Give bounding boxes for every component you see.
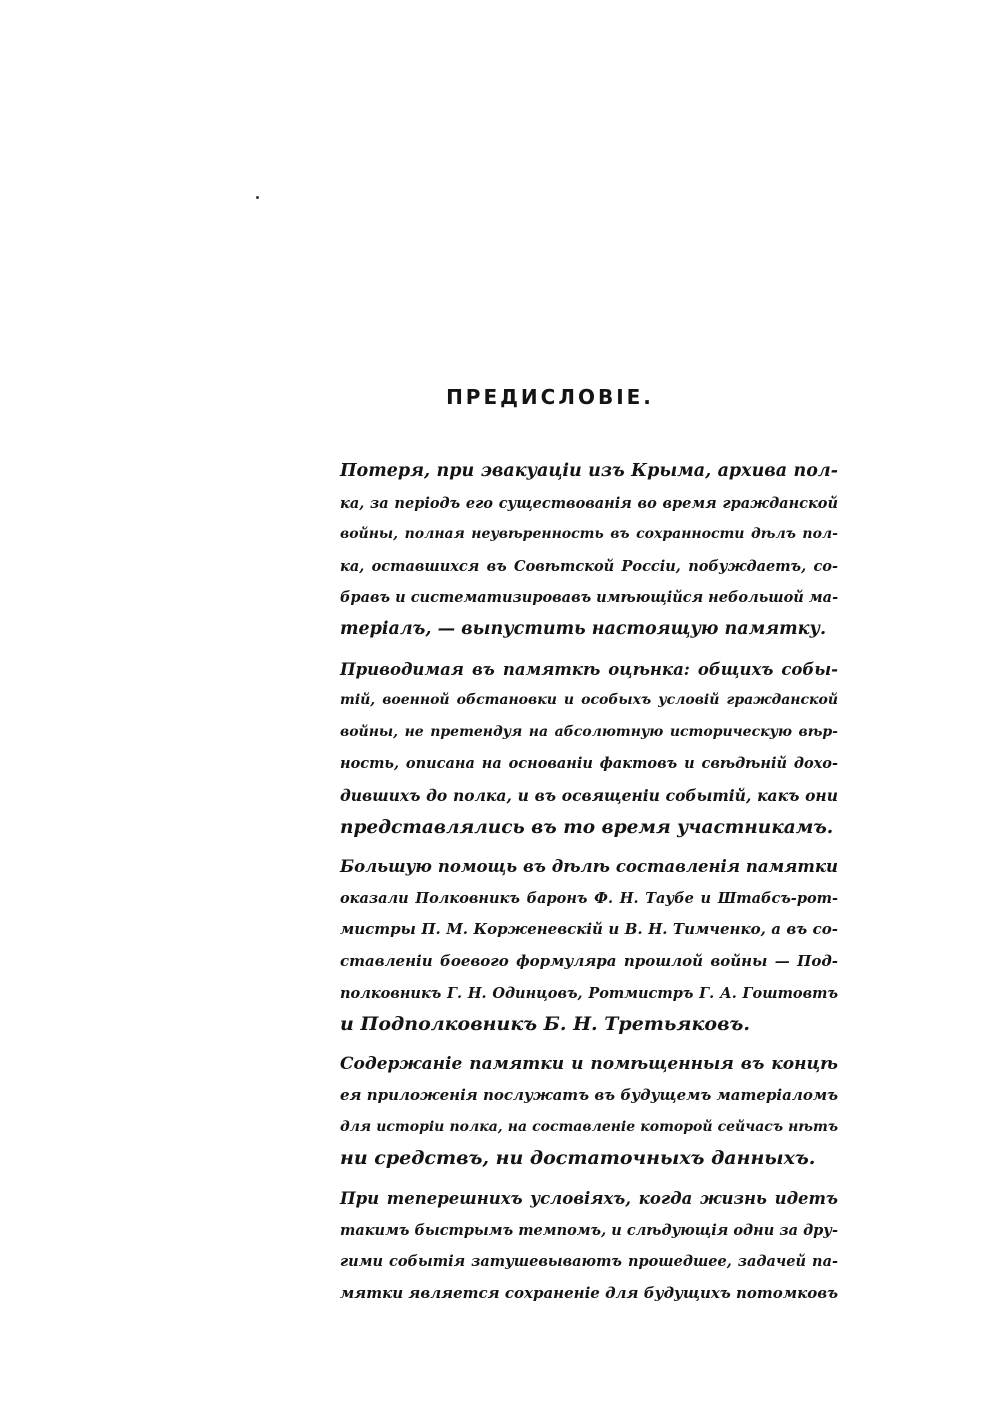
text-line: мистры П. М. Корженевскiй и В. Н. Тимченко, а въ со- [340,920,838,939]
text-line: ставленiи боевого формуляра прошлой войны — Под- [340,951,838,970]
text-line: ка, за перiодъ его существованiя во время гражданской [340,494,838,512]
text-line: оказали Полковникъ баронъ Ф. Н. Таубе и Штабсъ-рот- [340,889,838,907]
paragraph [262,1183,838,1309]
text-line: представлялись въ то время участникамъ. [340,816,834,838]
text-line: полковникъ Г. Н. Одинцовъ, Ротмистръ Г. А. Гоштовтъ [340,984,838,1002]
text-line: для исторiи полка, на составленiе которой сейчасъ нѣтъ [340,1118,838,1135]
text-line: дившихъ до полка, и въ освященiи событiй, какъ они [340,785,838,805]
text-line: ка, оставшихся въ Совѣтской Россiи, побуждаетъ, со- [340,557,838,575]
page-title: ПРЕДИСЛОВIЕ. [446,385,654,409]
paragraph [262,654,838,844]
text-line: Приводимая въ памяткѣ оцѣнка: общихъ собы- [340,659,838,679]
text-line: Содержанiе памятки и помѣщенныя въ концѣ [340,1053,838,1074]
text-line: При теперешнихъ условiяхъ, когда жизнь идетъ [340,1189,838,1209]
text-line: мятки является сохраненiе для будущихъ потомковъ [340,1283,838,1302]
paragraph [262,851,838,1041]
text-line: ея приложенiя послужатъ въ будущемъ матерiаломъ [340,1086,838,1105]
paragraph [262,456,838,646]
ink-speck [256,196,259,199]
text-line: такимъ быстрымъ темпомъ, и слѣдующiя одни за дру- [340,1221,838,1239]
text-line: Потеря, при эвакуацiи изъ Крыма, архива пол- [340,461,838,481]
text-line: войны, полная неувѣренность въ сохранности дѣлъ пол- [340,526,838,543]
preface-body [262,456,838,1317]
text-line: терiалъ, — выпустить настоящую памятку. [340,618,827,639]
text-line: тiй, военной обстановки и особыхъ условiй гражданской [340,692,838,709]
text-line: войны, не претендуя на абсолютную историческую вѣр- [340,723,838,740]
text-line: бравъ и систематизировавъ имѣющiйся небольшой ма- [340,589,839,607]
text-line: ность, описана на основанiи фактовъ и свѣдѣнiй дохо- [340,755,838,773]
paragraph [262,1049,838,1175]
text-line: гими событiя затушевываютъ прошедшее, задачей па- [340,1253,838,1271]
text-line: и Подполковникъ Б. Н. Третьяковъ. [340,1013,750,1036]
text-line: ни средствъ, ни достаточныхъ данныхъ. [340,1147,816,1170]
text-line: Большую помощь въ дѣлѣ составленiя памятки [340,857,838,877]
